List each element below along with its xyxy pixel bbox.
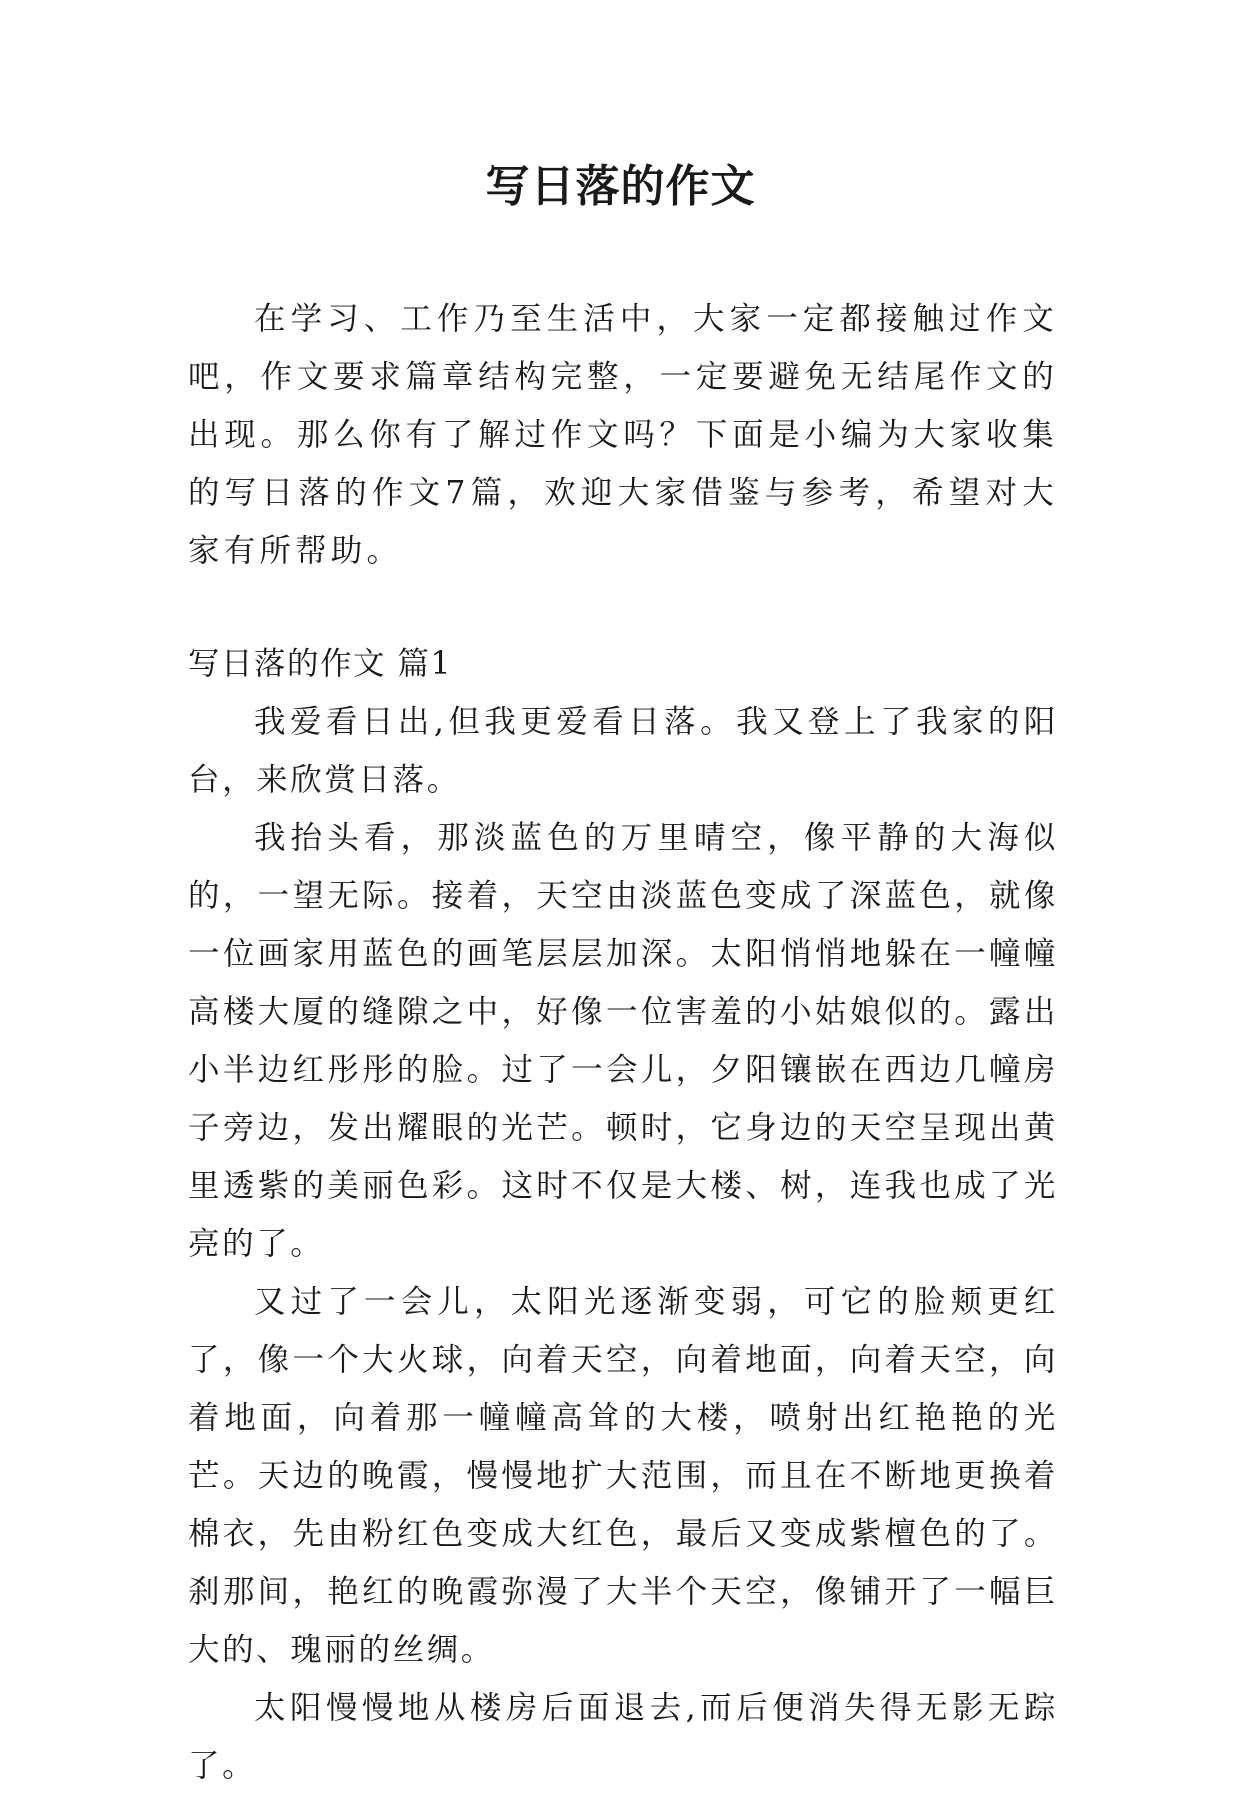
body-paragraph: 又过了一会儿，太阳光逐渐变弱，可它的脸颊更红了，像一个大火球，向着天空，向着地面，向着天空，向着地面，向着那一幢幢高耸的大楼，喷射出红艳艳的光芒。天边的晚霞，慢慢地扩大范围，而且在不断地更换着棉衣，先由粉红色变成大红色，最后又变成紫檀色的了。刹那间，艳红的晚霞弥漫了大半个天空，像铺开了一幅巨大的、瑰丽的丝绸。	[188, 1284, 1058, 1668]
document-title: 写日落的作文	[485, 161, 756, 212]
body-paragraph: 太阳慢慢地从楼房后面退去,而后便消失得无影无踪了。	[188, 1690, 1058, 1784]
section-heading: 写日落的作文 篇1	[188, 646, 453, 682]
body-paragraph: 我抬头看，那淡蓝色的万里晴空，像平静的大海似的，一望无际。接着，天空由淡蓝色变成了深蓝色，就像一位画家用蓝色的画笔层层加深。太阳悄悄地躲在一幢幢高楼大厦的缝隙之中，好像一位害羞的小姑娘似的。露出小半边红彤彤的脸。过了一会儿，夕阳镶嵌在西边几幢房子旁边，发出耀眼的光芒。顿时，它身边的天空呈现出黄里透紫的美丽色彩。这时不仅是大楼、树，连我也成了光亮的了。	[188, 820, 1058, 1262]
body-paragraph: 我爱看日出,但我更爱看日落。我又登上了我家的阳台，来欣赏日落。	[188, 704, 1058, 798]
intro-paragraph: 在学习、工作乃至生活中，大家一定都接触过作文吧，作文要求篇章结构完整，一定要避免无结尾作文的出现。那么你有了解过作文吗？下面是小编为大家收集的写日落的作文7篇，欢迎大家借鉴与参考，希望对大家有所帮助。	[188, 301, 1058, 569]
document-body	[188, 290, 1058, 1795]
